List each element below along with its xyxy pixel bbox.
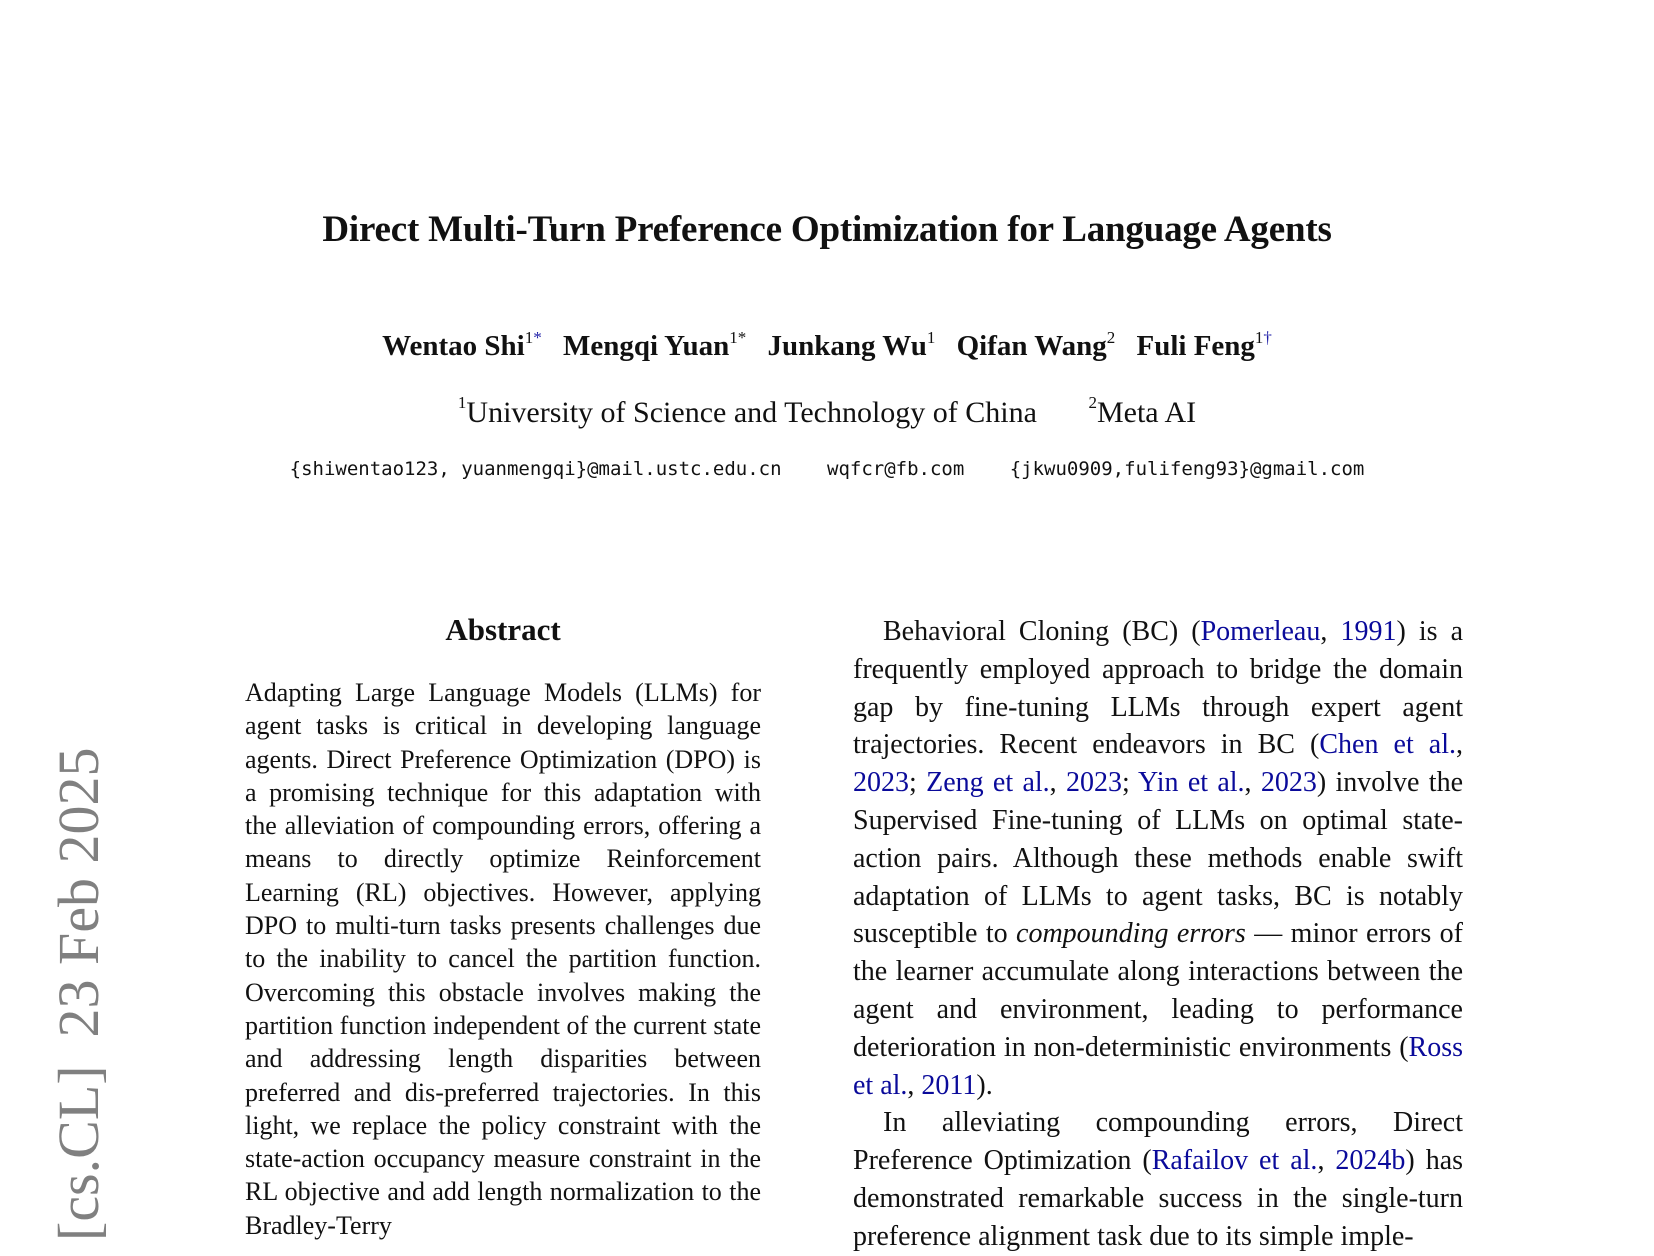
citation-link[interactable]: Rafailov et al.: [1151, 1145, 1318, 1177]
equal-contribution-mark[interactable]: *: [533, 328, 542, 347]
arxiv-category: [cs.CL]: [46, 1065, 111, 1241]
citation-link[interactable]: 1991: [1340, 616, 1397, 647]
affiliation: $^2$Meta AI: [1088, 393, 1197, 429]
author-list: [0, 328, 1654, 363]
author: Wentao Shi$^{1*}$: [382, 328, 542, 362]
author: Fuli Feng$^{1\dagger}$: [1136, 328, 1272, 362]
emphasis-text: compounding errors: [1016, 918, 1246, 950]
citation-link[interactable]: Zeng et al.: [926, 767, 1050, 799]
affiliation-list: [0, 393, 1654, 430]
citation-link[interactable]: 2011: [921, 1069, 977, 1101]
intro-paragraph: In alleviating compounding errors, Direct Preference Optimization (Rafailov et al., 2024b) has demonstrated remarkable success in the single-turn preference alignment task due to its simple imple-: [853, 1107, 1464, 1252]
arxiv-date: 23 Feb 2025: [46, 747, 111, 1038]
citation-link[interactable]: Chen et al.: [1319, 729, 1456, 761]
email: {shiwentao123, yuanmengqi}@mail.ustc.edu.cn: [289, 458, 782, 480]
equal-contribution-mark: *: [737, 328, 747, 347]
citation-link[interactable]: Ross et al.: [853, 1031, 1463, 1101]
affiliation: $^1$University of Science and Technology of China: [457, 393, 1037, 429]
introduction-section: [853, 613, 1463, 1256]
abstract-section: [245, 612, 761, 1242]
abstract-text: Adapting Large Language Models (LLMs) for agent tasks is critical in developing language agents. Direct Preference Optimization (DPO) is a promising technique for this adaptation with the alleviation of compounding errors, offering a means to directly optimize Reinforcement Learning (RL) objectives. However, applying DPO to multi-turn tasks presents challenges due to the inability to cancel the partition function. Overcoming this obstacle involves making the partition function independent of the current state and addressing length disparities between preferred and dis-preferred trajectories. In this light, we replace the policy constraint with the state-action occupancy measure constraint in the RL objective and add length normalization to the Bradley-Terry: [245, 678, 761, 1240]
email-list: [0, 458, 1654, 480]
abstract-heading: Abstract: [445, 612, 561, 647]
corresponding-author-mark[interactable]: †: [1263, 328, 1272, 347]
email: wqfcr@fb.com: [827, 458, 965, 480]
author: Qifan Wang$^2$: [956, 328, 1116, 362]
citation-link[interactable]: Yin et al.: [1138, 767, 1245, 799]
intro-paragraph: Behavioral Cloning (BC) (Pomerleau, 1991) is a frequently employed approach to bridge the domain gap by fine-tuning LLMs through expert agent trajectories. Recent endeavors in BC (Chen et al., 2023; Zeng et al., 2023; Yin et al., 2023) involve the Supervised Fine-tuning of LLMs on optimal state-action pairs. Although these methods enable swift adaptation of LLMs to agent tasks, BC is notably susceptible to compounding errors — minor errors of the learner accumulate along interactions between the agent and environment, leading to performance deterioration in non-deterministic environments (Ross et al., 2011).: [853, 616, 1464, 1101]
email: {jkwu0909,fulifeng93}@gmail.com: [1009, 458, 1365, 480]
author: Mengqi Yuan$^{1*}$: [562, 328, 747, 362]
arxiv-stamp: [46, 719, 111, 1241]
citation-link[interactable]: 2023: [1065, 767, 1122, 799]
citation-link[interactable]: 2024b: [1335, 1145, 1406, 1177]
citation-link[interactable]: 2023: [1260, 767, 1317, 799]
paper-title: Direct Multi-Turn Preference Optimization for Language Agents: [322, 209, 1332, 250]
author: Junkang Wu$^1$: [767, 328, 936, 362]
citation-link[interactable]: 2023: [853, 767, 909, 799]
citation-link[interactable]: Pomerleau: [1200, 616, 1321, 647]
